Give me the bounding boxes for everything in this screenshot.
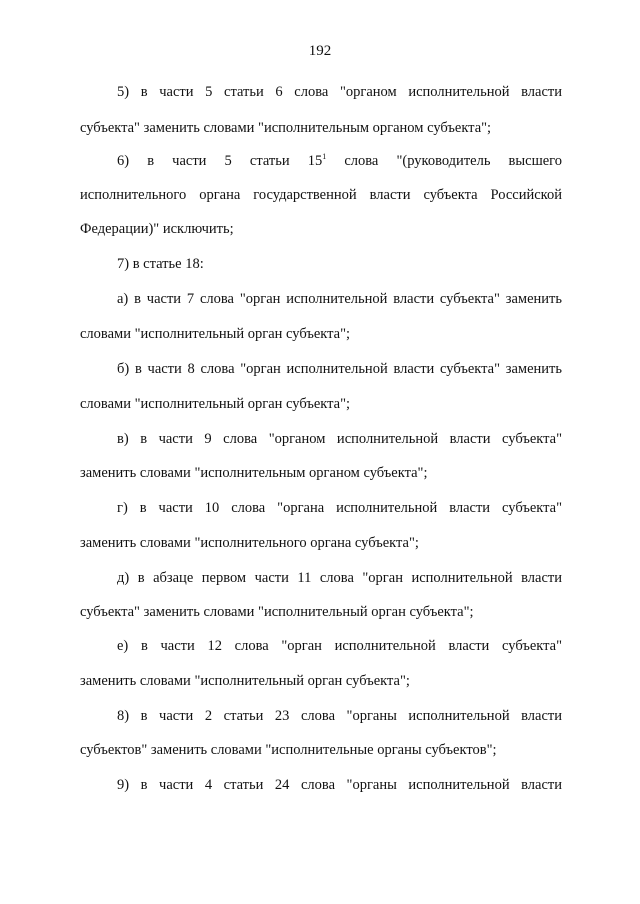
text-line: 5) в части 5 статьи 6 слова "органом исполнительной власти	[117, 84, 562, 100]
text-line: субъекта" заменить словами "исполнительный орган субъекта";	[80, 604, 474, 620]
text-line	[117, 151, 562, 171]
text-line: словами "исполнительный орган субъекта";	[80, 326, 351, 342]
text-line: субъектов" заменить словами "исполнительные органы субъектов";	[80, 742, 497, 758]
text-line: Федерации)" исключить;	[80, 221, 234, 237]
text-line: заменить словами "исполнительный орган субъекта";	[80, 673, 410, 689]
text-line: заменить словами "исполнительного органа субъекта";	[80, 535, 419, 551]
text-line: 7) в статье 18:	[117, 256, 204, 272]
text-fragment: слова "(руководитель высшего	[344, 153, 563, 169]
text-line: 9) в части 4 статьи 24 слова "органы исполнительной власти	[117, 777, 562, 793]
text-line: заменить словами "исполнительным органом субъекта";	[80, 465, 428, 481]
text-line: д) в абзаце первом части 11 слова "орган исполнительной власти	[117, 570, 562, 586]
superscript: 1	[322, 152, 327, 161]
text-line: б) в части 8 слова "орган исполнительной власти субъекта" заменить	[117, 361, 562, 377]
text-fragment: 6) в части 5 статьи 15	[117, 153, 323, 169]
text-line: в) в части 9 слова "органом исполнительной власти субъекта"	[117, 431, 562, 447]
text-line: словами "исполнительный орган субъекта";	[80, 396, 351, 412]
text-line: е) в части 12 слова "орган исполнительной власти субъекта"	[117, 638, 562, 654]
text-line: 8) в части 2 статьи 23 слова "органы исполнительной власти	[117, 708, 562, 724]
page-number: 192	[308, 43, 332, 59]
text-line: а) в части 7 слова "орган исполнительной власти субъекта" заменить	[117, 291, 562, 307]
text-line: г) в части 10 слова "органа исполнительной власти субъекта"	[117, 500, 562, 516]
text-line: субъекта" заменить словами "исполнительным органом субъекта";	[80, 120, 492, 136]
text-line: исполнительного органа государственной власти субъекта Российской	[80, 187, 562, 203]
